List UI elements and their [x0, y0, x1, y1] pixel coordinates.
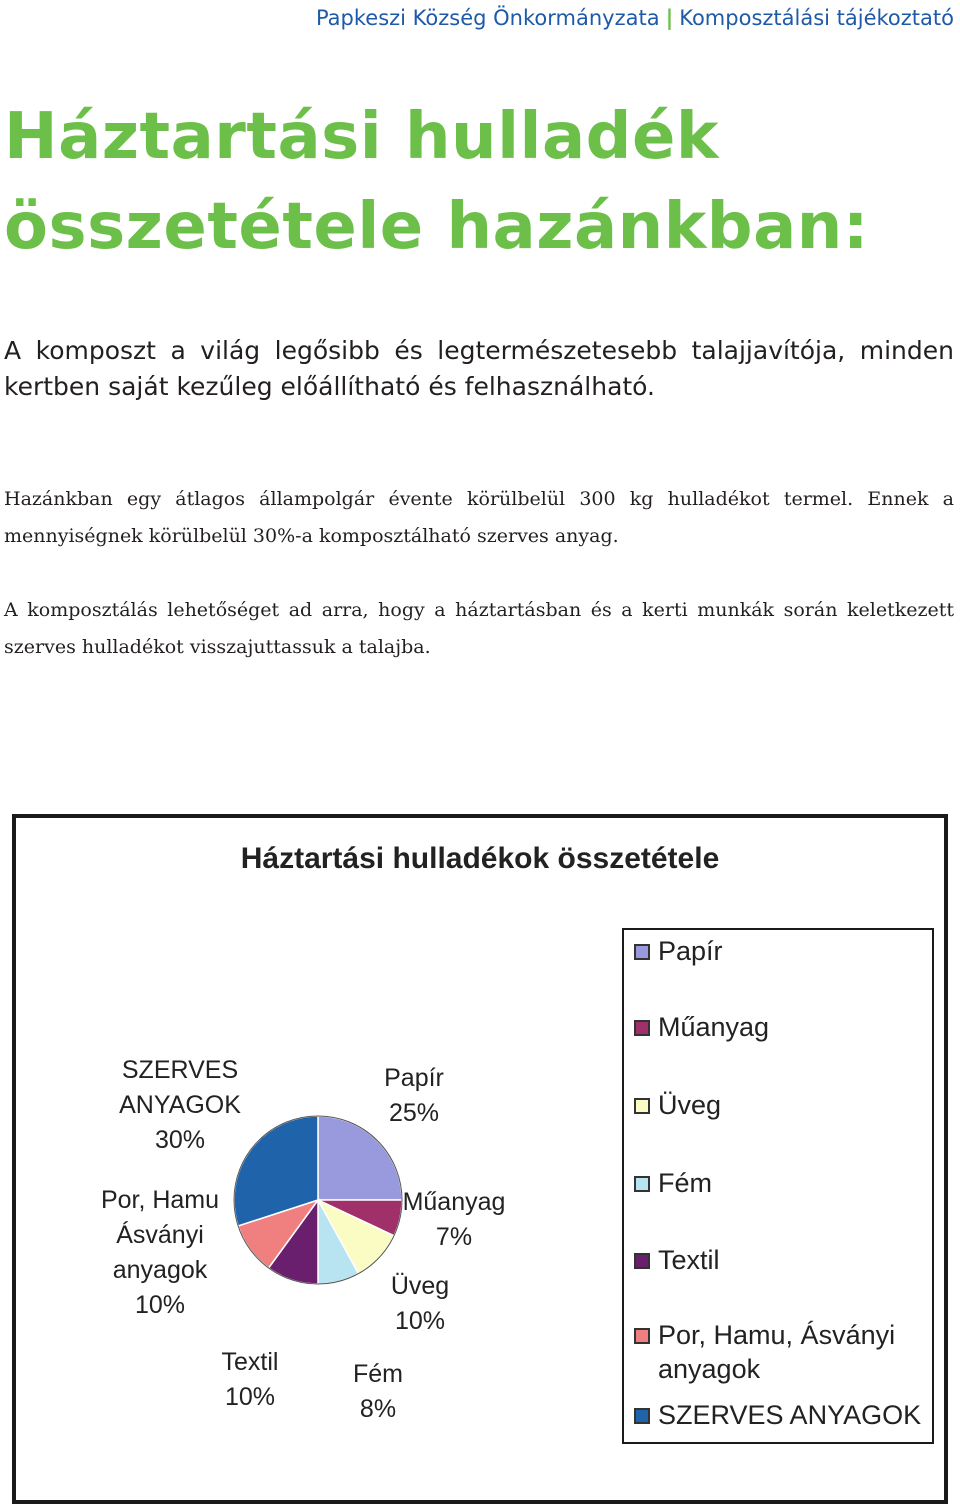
legend-label: Műanyag	[658, 1012, 770, 1042]
header-separator: |	[665, 6, 674, 30]
legend-label: Papír	[658, 936, 723, 966]
chart-legend	[622, 928, 934, 1444]
pie-label-textil: Textil 10%	[221, 1348, 279, 1411]
pie-chart-figure	[12, 814, 948, 1504]
legend-label: Por, Hamu, Ásványi anyagok	[658, 1320, 896, 1384]
legend-swatch	[634, 1020, 650, 1036]
header-publication: Komposztálási tájékoztató	[679, 6, 954, 30]
legend-item-uveg	[634, 1088, 924, 1122]
legend-swatch	[634, 1328, 650, 1344]
legend-label: Textil	[658, 1245, 720, 1275]
page-title: Háztartási hulladék összetétele hazánkban:	[4, 100, 869, 264]
legend-item-szerves-anyagok	[634, 1398, 924, 1432]
legend-swatch	[634, 1253, 650, 1269]
body-paragraph-composting: A komposztálás lehetőséget ad arra, hogy a háztartásban és a kerti munkák során keletkezett szerves hulladékot visszajuttassuk a talajba.	[4, 599, 954, 658]
legend-item-por-hamu-asvanyi-anyagok	[634, 1318, 924, 1386]
pie-label-papir: Papír 25%	[384, 1064, 444, 1127]
legend-item-fem	[634, 1166, 924, 1200]
legend-item-papir	[634, 934, 924, 968]
pie-slice-papir	[318, 1116, 402, 1200]
legend-swatch	[634, 1098, 650, 1114]
legend-label: Üveg	[658, 1090, 722, 1120]
legend-swatch	[634, 944, 650, 960]
body-paragraph-waste-amount: Hazánkban egy átlagos állampolgár évente körülbelül 300 kg hulladékot termel. Ennek a mennyiségnek körülbelül 30%-a komposztálható szerves anyag.	[4, 488, 954, 547]
pie-label-uveg: Üveg 10%	[390, 1272, 450, 1335]
legend-item-muanyag	[634, 1010, 924, 1044]
pie-label-fem: Fém 8%	[353, 1360, 403, 1423]
chart-title: Háztartási hulladékok összetétele	[240, 842, 720, 875]
legend-item-textil	[634, 1243, 924, 1277]
running-header	[316, 6, 954, 30]
legend-swatch	[634, 1176, 650, 1192]
legend-swatch	[634, 1408, 650, 1424]
legend-label: SZERVES ANYAGOK	[658, 1400, 922, 1430]
pie-label-muanyag: Műanyag 7%	[402, 1188, 506, 1251]
pie-label-szerves-anyagok: SZERVES ANYAGOK 30%	[119, 1056, 241, 1154]
header-organization: Papkeszi Község Önkormányzata	[315, 6, 660, 30]
legend-label: Fém	[658, 1168, 712, 1198]
pie-label-por-hamu-asvanyi-anyagok: Por, Hamu Ásványi anyagok 10%	[100, 1186, 220, 1319]
lead-paragraph: A komposzt a világ legősibb és legtermészetesebb talajjavítója, minden kertben saját kezűleg előállítható és felhasználható.	[4, 336, 954, 401]
